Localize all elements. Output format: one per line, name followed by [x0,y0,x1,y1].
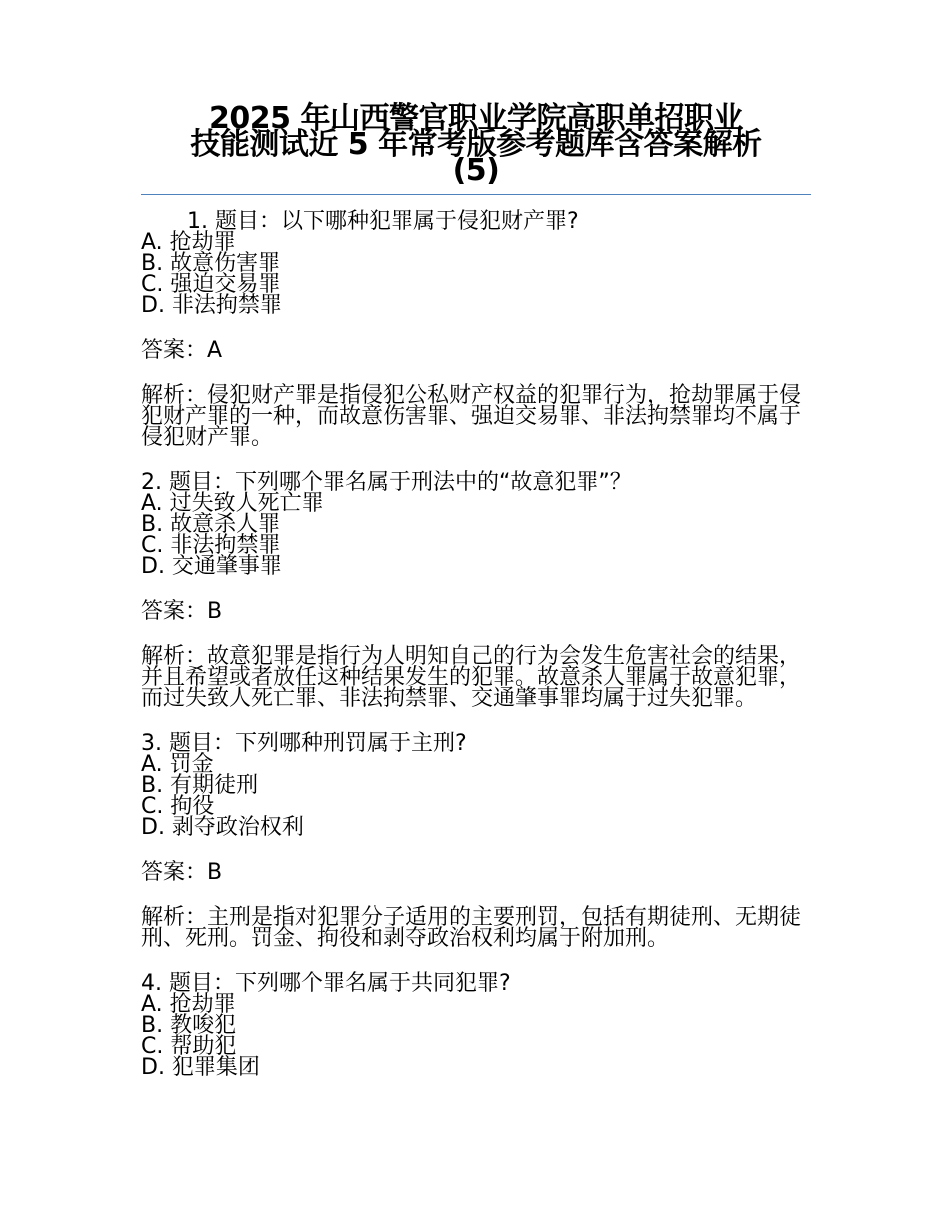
option-b: B. 教唆犯 [141,1013,237,1038]
analysis: 解析：侵犯财产罪是指侵犯公私财产权益的犯罪行为，抢劫罪属于侵犯财产罪的一种，而故意伤害罪、强迫交易罪、非法拘禁罪均不属于侵犯财产罪。 [141,383,802,450]
question-stem: 1. 题目：以下哪种犯罪属于侵犯财产罪? [187,209,579,234]
analysis: 解析：主刑是指对犯罪分子适用的主要刑罚，包括有期徒刑、无期徒刑、死刑。罚金、拘役和剥夺政治权利均属于附加刑。 [141,905,802,951]
answer: 答案：B [141,860,223,885]
option-d: D. 犯罪集团 [141,1055,260,1080]
option-a: A. 抢劫罪 [141,992,236,1017]
question-stem: 2. 题目：下列哪个罪名属于刑法中的“故意犯罪”？ [141,470,632,495]
document-title [141,100,811,190]
option-a: A. 过失致人死亡罪 [141,491,324,516]
option-d: D. 剥夺政治权利 [141,815,304,840]
option-b: B. 故意杀人罪 [141,512,281,537]
question-2 [141,472,811,709]
option-d: D. 交通肇事罪 [141,554,282,579]
option-c: C. 非法拘禁罪 [141,533,281,558]
option-c: C. 拘役 [141,794,215,819]
question-1 [141,211,811,448]
answer: 答案：A [141,338,223,363]
title-line-3: (5) [452,153,500,188]
option-c: C. 帮助犯 [141,1034,237,1059]
title-divider [141,194,811,195]
analysis: 解析：故意犯罪是指行为人明知自己的行为会发生危害社会的结果，并且希望或者放任这种结果发生的犯罪。故意杀人罪属于故意犯罪，而过失致人死亡罪、非法拘禁罪、交通肇事罪均属于过失犯罪。 [141,644,802,711]
document-page [141,100,811,1102]
option-a: A. 抢劫罪 [141,230,236,255]
question-stem: 4. 题目：下列哪个罪名属于共同犯罪? [141,971,511,996]
title-line-1: 2025 年山西警官职业学院高职单招职业 [209,101,743,136]
question-stem: 3. 题目：下列哪种刑罚属于主刑? [141,731,467,756]
question-3 [141,733,811,949]
option-b: B. 故意伤害罪 [141,251,281,276]
option-d: D. 非法拘禁罪 [141,293,282,318]
option-c: C. 强迫交易罪 [141,272,281,297]
option-b: B. 有期徒刑 [141,773,259,798]
answer: 答案：B [141,599,223,624]
title-line-2: 技能测试近 5 年常考版参考题库含答案解析 [190,127,762,162]
option-a: A. 罚金 [141,752,214,777]
question-4 [141,973,811,1078]
